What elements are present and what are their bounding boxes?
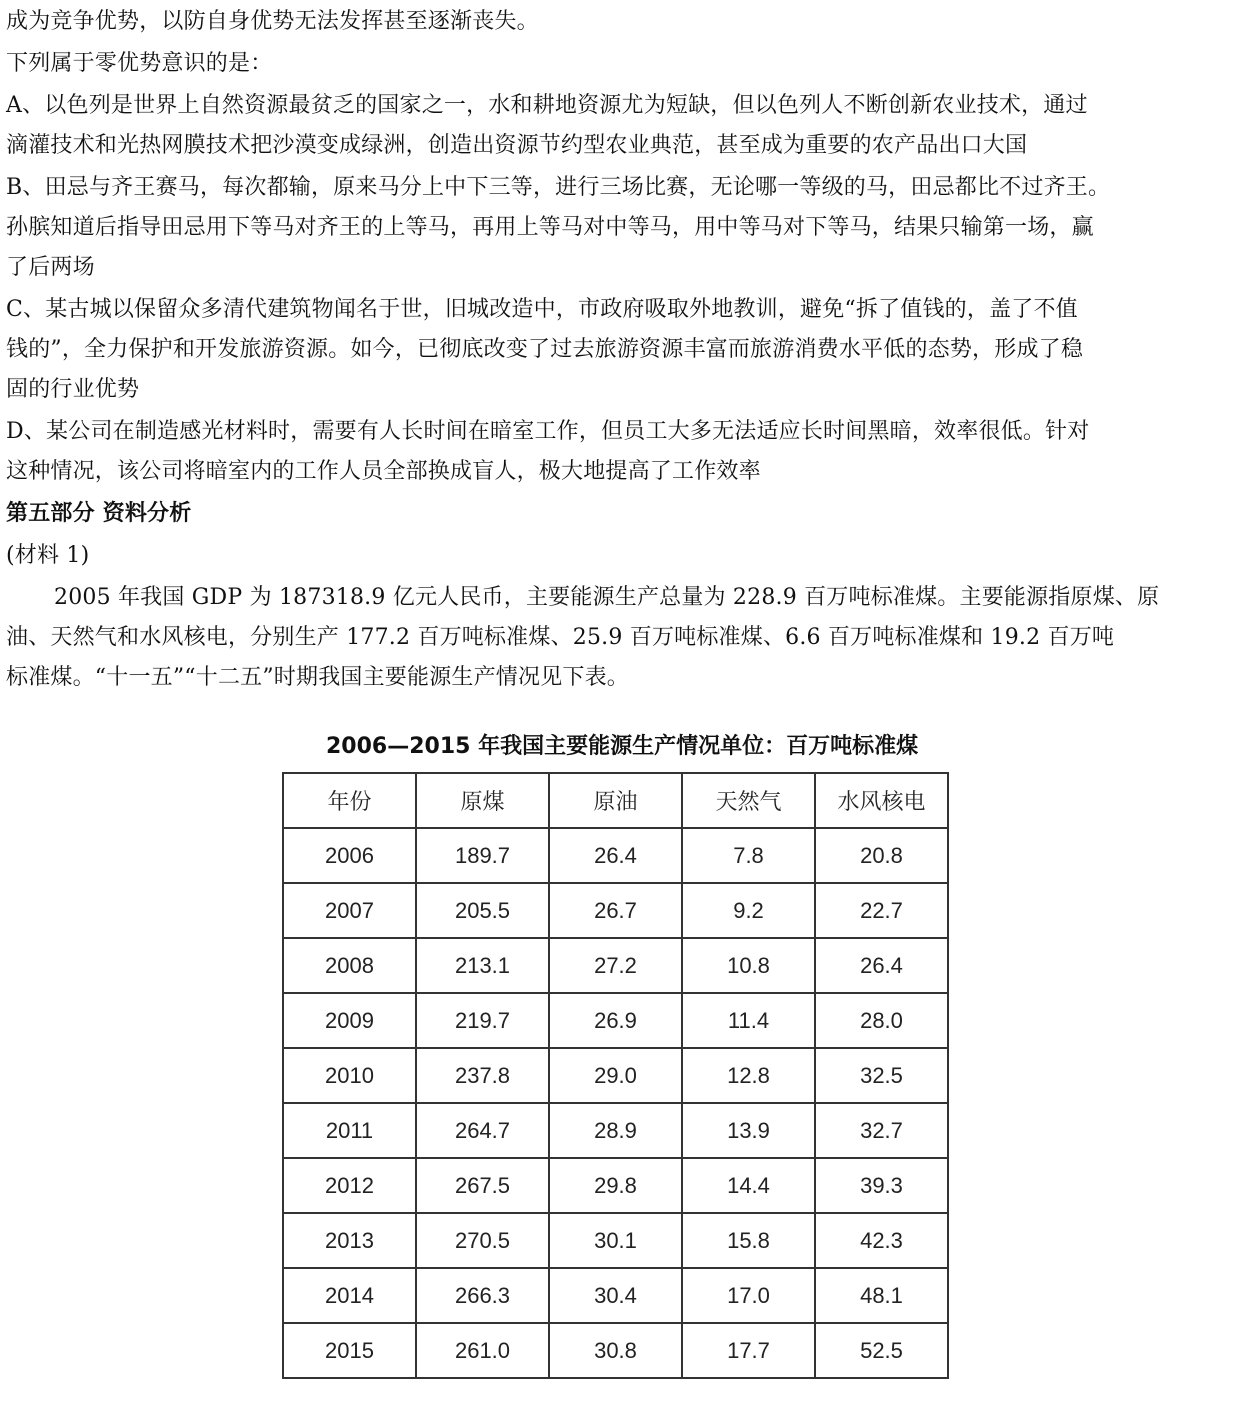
material-text-line-3: 标准煤。“十一五”“十二五”时期我国主要能源生产情况见下表。 bbox=[6, 665, 629, 690]
cell-hydro-wind-nuclear: 52.5 bbox=[815, 1323, 948, 1378]
option-b-line-1: B、田忌与齐王赛马，每次都输，原来马分上中下三等，进行三场比赛，无论哪一等级的马，田忌都比不过齐王。 bbox=[6, 175, 1111, 200]
column-header-year: 年份 bbox=[283, 773, 416, 828]
cell-year: 2006 bbox=[283, 828, 416, 883]
material-text-line-2: 油、天然气和水风核电，分别生产 177.2 百万吨标准煤、25.9 百万吨标准煤、6.6 百万吨标准煤和 19.2 百万吨 bbox=[6, 625, 1115, 650]
cell-oil: 30.8 bbox=[549, 1323, 682, 1378]
table-row bbox=[283, 1048, 948, 1103]
cell-year: 2013 bbox=[283, 1213, 416, 1268]
cell-year: 2010 bbox=[283, 1048, 416, 1103]
cell-coal: 189.7 bbox=[416, 828, 549, 883]
cell-gas: 10.8 bbox=[682, 938, 815, 993]
question-prompt: 下列属于零优势意识的是： bbox=[6, 51, 273, 76]
table-title: 2006—2015 年我国主要能源生产情况单位：百万吨标准煤 bbox=[326, 734, 919, 759]
cell-coal: 205.5 bbox=[416, 883, 549, 938]
cell-oil: 29.0 bbox=[549, 1048, 682, 1103]
cell-gas: 17.0 bbox=[682, 1268, 815, 1323]
cell-oil: 26.7 bbox=[549, 883, 682, 938]
material-label: (材料 1) bbox=[6, 543, 90, 568]
cell-hydro-wind-nuclear: 39.3 bbox=[815, 1158, 948, 1213]
cell-year: 2015 bbox=[283, 1323, 416, 1378]
cell-oil: 28.9 bbox=[549, 1103, 682, 1158]
cell-year: 2007 bbox=[283, 883, 416, 938]
cell-coal: 266.3 bbox=[416, 1268, 549, 1323]
table-row bbox=[283, 1103, 948, 1158]
cell-coal: 261.0 bbox=[416, 1323, 549, 1378]
option-b-line-2: 孙膑知道后指导田忌用下等马对齐王的上等马，再用上等马对中等马，用中等马对下等马，结果只输第一场，赢 bbox=[6, 215, 1094, 240]
cell-oil: 26.9 bbox=[549, 993, 682, 1048]
option-c-line-3: 固的行业优势 bbox=[6, 377, 140, 402]
cell-hydro-wind-nuclear: 48.1 bbox=[815, 1268, 948, 1323]
column-header-hydro-wind-nuclear: 水风核电 bbox=[815, 773, 948, 828]
table-header-row bbox=[283, 773, 948, 828]
cell-gas: 14.4 bbox=[682, 1158, 815, 1213]
cell-hydro-wind-nuclear: 20.8 bbox=[815, 828, 948, 883]
table-row bbox=[283, 1213, 948, 1268]
cell-coal: 219.7 bbox=[416, 993, 549, 1048]
cell-coal: 237.8 bbox=[416, 1048, 549, 1103]
cell-hydro-wind-nuclear: 32.5 bbox=[815, 1048, 948, 1103]
cell-oil: 26.4 bbox=[549, 828, 682, 883]
column-header-gas: 天然气 bbox=[682, 773, 815, 828]
cell-year: 2008 bbox=[283, 938, 416, 993]
cell-hydro-wind-nuclear: 28.0 bbox=[815, 993, 948, 1048]
cell-oil: 27.2 bbox=[549, 938, 682, 993]
option-d-line-2: 这种情况，该公司将暗室内的工作人员全部换成盲人，极大地提高了工作效率 bbox=[6, 459, 761, 484]
cell-gas: 13.9 bbox=[682, 1103, 815, 1158]
table-row bbox=[283, 828, 948, 883]
cell-hydro-wind-nuclear: 32.7 bbox=[815, 1103, 948, 1158]
cell-oil: 30.1 bbox=[549, 1213, 682, 1268]
cell-gas: 12.8 bbox=[682, 1048, 815, 1103]
material-text-line-1: 2005 年我国 GDP 为 187318.9 亿元人民币，主要能源生产总量为 228.9 百万吨标准煤。主要能源指原煤、原 bbox=[54, 585, 1160, 610]
table-row bbox=[283, 938, 948, 993]
cell-year: 2009 bbox=[283, 993, 416, 1048]
cell-coal: 264.7 bbox=[416, 1103, 549, 1158]
cell-hydro-wind-nuclear: 22.7 bbox=[815, 883, 948, 938]
column-header-coal: 原煤 bbox=[416, 773, 549, 828]
table-row bbox=[283, 993, 948, 1048]
cell-gas: 11.4 bbox=[682, 993, 815, 1048]
table-row bbox=[283, 883, 948, 938]
table-row bbox=[283, 1158, 948, 1213]
option-c-line-2: 钱的”，全力保护和开发旅游资源。如今，已彻底改变了过去旅游资源丰富而旅游消费水平低的态势，形成了稳 bbox=[6, 337, 1084, 362]
option-b-line-3: 了后两场 bbox=[6, 255, 95, 280]
option-a-line-2: 滴灌技术和光热网膜技术把沙漠变成绿洲，创造出资源节约型农业典范，甚至成为重要的农产品出口大国 bbox=[6, 133, 1028, 158]
option-c-line-1: C、某古城以保留众多清代建筑物闻名于世，旧城改造中，市政府吸取外地教训，避免“拆了值钱的，盖了不值 bbox=[6, 297, 1078, 322]
cell-gas: 17.7 bbox=[682, 1323, 815, 1378]
cell-coal: 213.1 bbox=[416, 938, 549, 993]
cell-year: 2012 bbox=[283, 1158, 416, 1213]
option-d-line-1: D、某公司在制造感光材料时，需要有人长时间在暗室工作，但员工大多无法适应长时间黑暗，效率很低。针对 bbox=[6, 419, 1090, 444]
cell-gas: 7.8 bbox=[682, 828, 815, 883]
cell-year: 2011 bbox=[283, 1103, 416, 1158]
cell-hydro-wind-nuclear: 26.4 bbox=[815, 938, 948, 993]
cell-coal: 267.5 bbox=[416, 1158, 549, 1213]
cell-oil: 29.8 bbox=[549, 1158, 682, 1213]
cell-gas: 9.2 bbox=[682, 883, 815, 938]
cell-coal: 270.5 bbox=[416, 1213, 549, 1268]
cell-hydro-wind-nuclear: 42.3 bbox=[815, 1213, 948, 1268]
table-row bbox=[283, 1268, 948, 1323]
paragraph-line: 成为竞争优势，以防自身优势无法发挥甚至逐渐丧失。 bbox=[6, 9, 539, 34]
table-row bbox=[283, 1323, 948, 1378]
cell-year: 2014 bbox=[283, 1268, 416, 1323]
option-a-line-1: A、以色列是世界上自然资源最贫乏的国家之一，水和耕地资源尤为短缺，但以色列人不断创新农业技术，通过 bbox=[6, 93, 1088, 118]
cell-oil: 30.4 bbox=[549, 1268, 682, 1323]
cell-gas: 15.8 bbox=[682, 1213, 815, 1268]
energy-production-table bbox=[282, 772, 949, 1379]
section-heading: 第五部分 资料分析 bbox=[6, 501, 192, 526]
column-header-oil: 原油 bbox=[549, 773, 682, 828]
